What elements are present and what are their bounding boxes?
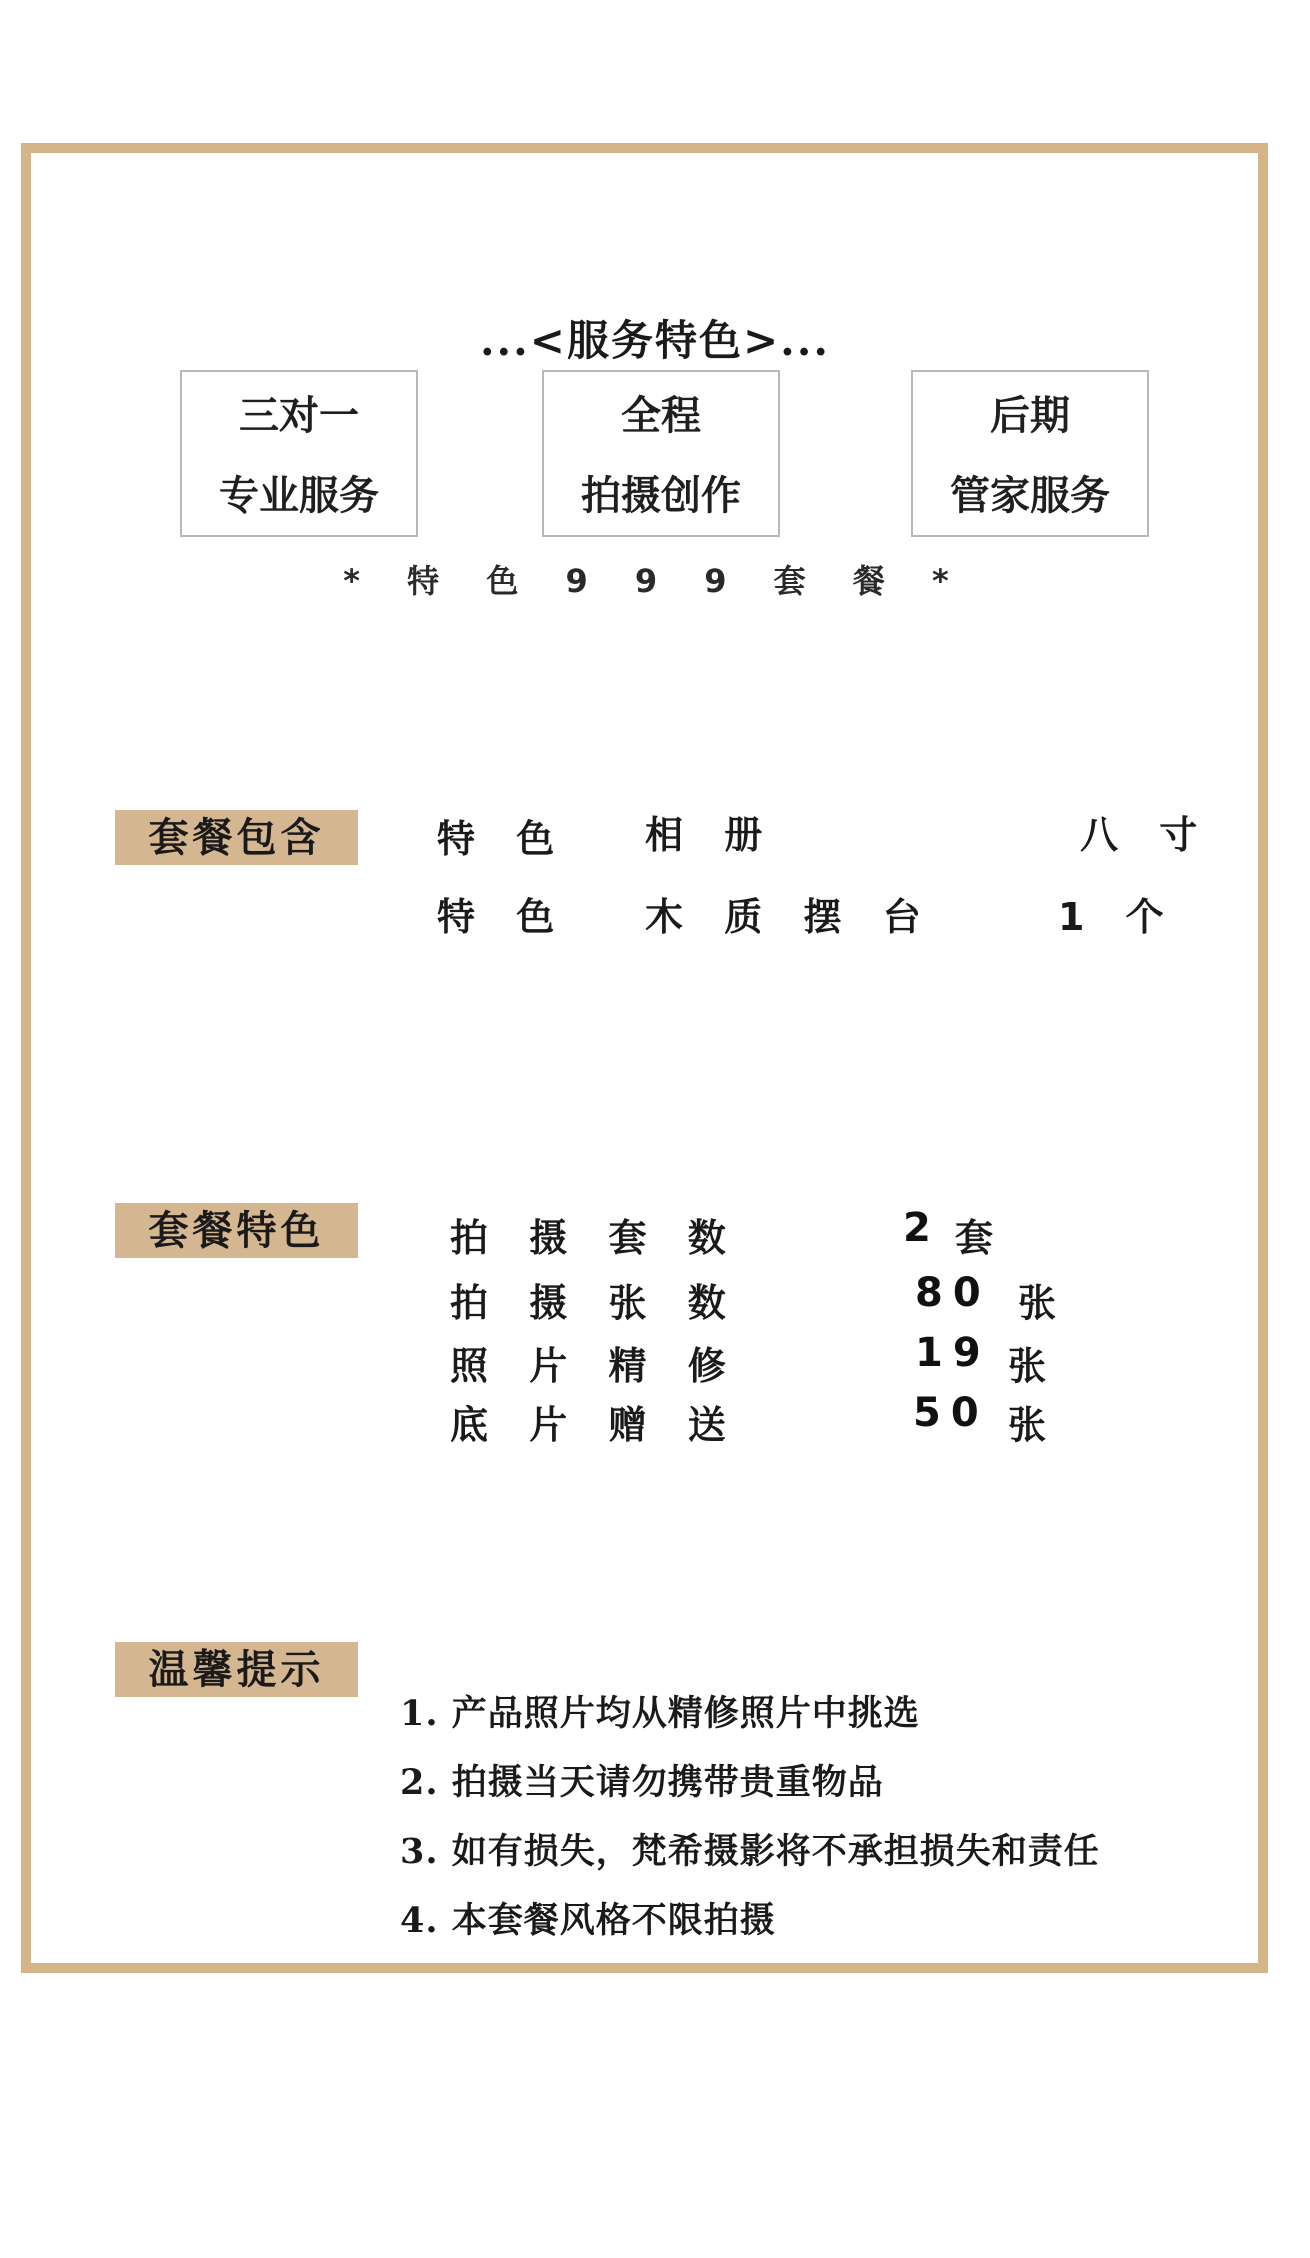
features-tag: 套餐特色	[115, 1203, 358, 1258]
tip-item: 3. 如有损失，梵希摄影将不承担损失和责任	[400, 1831, 1100, 1872]
feature-row-value: 2	[903, 1205, 941, 1251]
includes-row-1-b: 相 册	[645, 813, 777, 857]
feature-row-value: 50	[913, 1390, 989, 1436]
feature-row-value: 80	[915, 1270, 991, 1316]
feature-subtitle: 专业服务	[219, 472, 379, 519]
feature-row-unit: 张	[1018, 1281, 1071, 1325]
feature-row-unit: 张	[1008, 1344, 1061, 1388]
feature-row-label: 底 片 赠 送	[450, 1403, 740, 1447]
includes-row-1-a: 特 色	[437, 817, 569, 861]
section-heading: ...<服务特色>...	[479, 316, 831, 365]
tips-tag: 温馨提示	[115, 1642, 358, 1697]
feature-box-1	[180, 370, 418, 537]
feature-row-unit: 张	[1008, 1403, 1061, 1447]
includes-row-1-c: 八 寸	[1080, 813, 1212, 857]
feature-subtitle: 拍摄创作	[581, 472, 741, 519]
feature-title: 后期	[990, 392, 1070, 439]
feature-row-label: 拍 摄 张 数	[450, 1281, 740, 1325]
feature-title: 全程	[621, 392, 701, 439]
tip-item: 1. 产品照片均从精修照片中挑选	[400, 1693, 920, 1734]
feature-row-value: 19	[915, 1330, 991, 1376]
includes-row-2-b: 木 质 摆 台	[645, 895, 935, 939]
feature-row-label: 拍 摄 套 数	[450, 1216, 740, 1260]
feature-row-label: 照 片 精 修	[450, 1344, 740, 1388]
includes-row-2-a: 特 色	[437, 895, 569, 939]
tip-item: 4. 本套餐风格不限拍摄	[400, 1900, 776, 1941]
includes-tag: 套餐包含	[115, 810, 358, 865]
feature-subtitle: 管家服务	[950, 472, 1110, 519]
feature-title: 三对一	[239, 392, 359, 439]
includes-row-2-c: 1 个	[1058, 895, 1178, 939]
tip-item: 2. 拍摄当天请勿携带贵重物品	[400, 1762, 884, 1803]
feature-box-3	[911, 370, 1149, 537]
package-label: * 特 色 9 9 9 套 餐 *	[343, 562, 967, 600]
feature-row-unit: 套	[955, 1216, 1008, 1260]
feature-box-2	[542, 370, 780, 537]
